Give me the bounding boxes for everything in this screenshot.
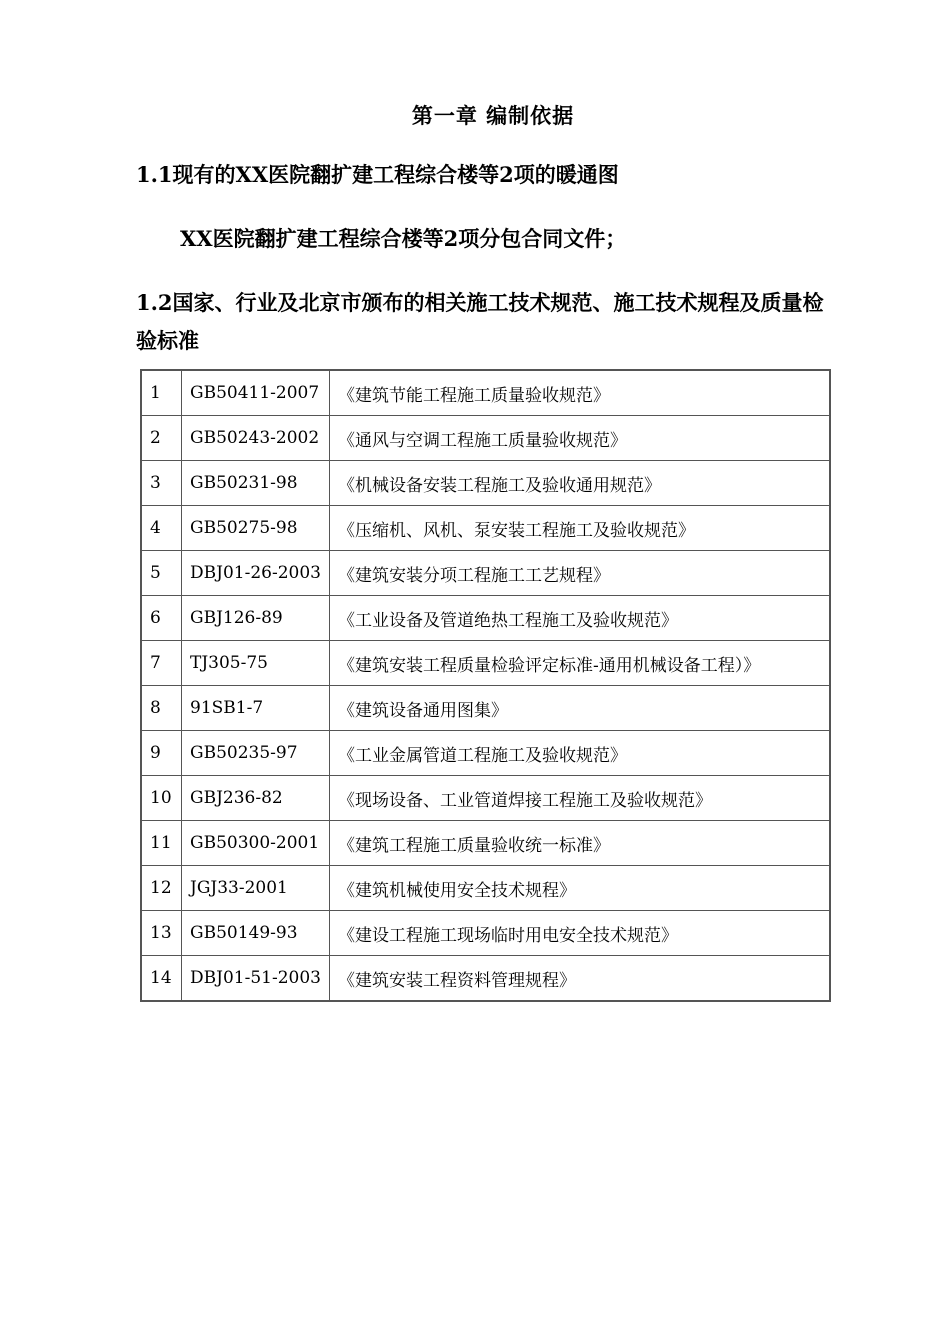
standard-name: 《建筑安装分项工程施工工艺规程》 [329,551,830,596]
table-row [141,370,830,416]
table-row [141,416,830,461]
standard-name: 《建筑设备通用图集》 [329,686,830,731]
table-row [141,866,830,911]
table-row [141,596,830,641]
standard-name: 《建筑安装工程质量检验评定标准-通用机械设备工程）》 [329,641,830,686]
table-row [141,551,830,596]
standard-name: 《建筑机械使用安全技术规程》 [329,866,830,911]
standard-name: 《工业金属管道工程施工及验收规范》 [329,731,830,776]
row-number: 8 [141,686,182,731]
standard-name: 《建筑节能工程施工质量验收规范》 [329,370,830,416]
standard-code: GB50411-2007 [182,370,330,416]
section-2-heading: 1.2国家、行业及北京市颁布的相关施工技术规范、施工技术规程及质量检验标准 [136,290,824,353]
standard-code: GB50243-2002 [182,416,330,461]
standard-code: GB50275-98 [182,506,330,551]
table-row [141,956,830,1002]
standard-name: 《通风与空调工程施工质量验收规范》 [329,416,830,461]
table-row [141,506,830,551]
table-row [141,821,830,866]
standard-name: 《建筑安装工程资料管理规程》 [329,956,830,1002]
standard-code: DBJ01-26-2003 [182,551,330,596]
section-1-heading: 1.1现有的XX医院翻扩建工程综合楼等2项的暖通图 [136,162,619,187]
standards-table-body [141,370,830,1001]
row-number: 7 [141,641,182,686]
standard-name: 《建设工程施工现场临时用电安全技术规范》 [329,911,830,956]
standard-code: GB50300-2001 [182,821,330,866]
section-1-subline: XX医院翻扩建工程综合楼等2项分包合同文件； [180,226,627,251]
standard-code: GB50231-98 [182,461,330,506]
standard-name: 《压缩机、风机、泵安装工程施工及验收规范》 [329,506,830,551]
row-number: 5 [141,551,182,596]
standard-name: 《工业设备及管道绝热工程施工及验收规范》 [329,596,830,641]
row-number: 2 [141,416,182,461]
standard-code: DBJ01-51-2003 [182,956,330,1002]
row-number: 4 [141,506,182,551]
chapter-title: 第一章 编制依据 [411,103,575,128]
row-number: 10 [141,776,182,821]
row-number: 12 [141,866,182,911]
standard-name: 《现场设备、工业管道焊接工程施工及验收规范》 [329,776,830,821]
standard-code: JGJ33-2001 [182,866,330,911]
table-row [141,686,830,731]
standard-code: GB50149-93 [182,911,330,956]
row-number: 9 [141,731,182,776]
standard-code: GB50235-97 [182,731,330,776]
standard-name: 《建筑工程施工质量验收统一标准》 [329,821,830,866]
row-number: 6 [141,596,182,641]
standard-code: TJ305-75 [182,641,330,686]
row-number: 13 [141,911,182,956]
row-number: 3 [141,461,182,506]
standard-code: GBJ236-82 [182,776,330,821]
row-number: 1 [141,370,182,416]
standard-code: 91SB1-7 [182,686,330,731]
table-row [141,731,830,776]
standards-table [140,369,831,1002]
table-row [141,776,830,821]
row-number: 11 [141,821,182,866]
row-number: 14 [141,956,182,1002]
table-row [141,911,830,956]
standard-code: GBJ126-89 [182,596,330,641]
table-row [141,641,830,686]
table-row [141,461,830,506]
standard-name: 《机械设备安装工程施工及验收通用规范》 [329,461,830,506]
